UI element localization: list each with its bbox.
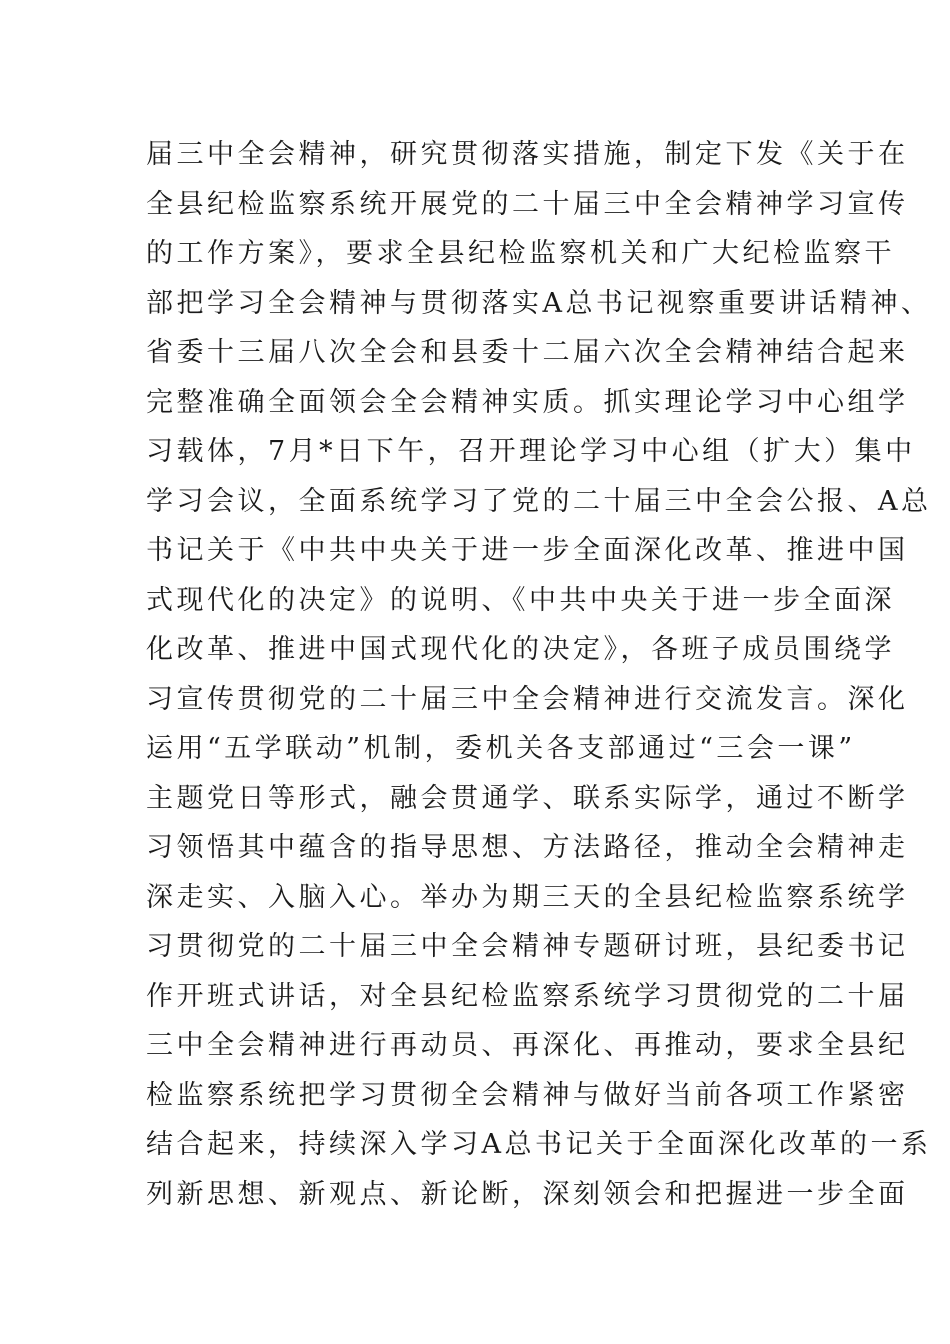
text-line-2: 全县纪检监察系统开展党的二十届三中全会精神学习宣传 xyxy=(146,188,909,220)
body-text xyxy=(146,130,932,1219)
text-line-17: 习贯彻党的二十届三中全会精神专题研讨班，县纪委书记 xyxy=(146,931,909,962)
text-line-5: 省委十三届八次全会和县委十二届六次全会精神结合起来 xyxy=(146,337,909,368)
text-line-12: 习宣传贯彻党的二十届三中全会精神进行交流发言。深化 xyxy=(146,683,909,715)
text-line-10: 式现代化的决定》的说明、《中共中央关于进一步全面深 xyxy=(146,584,895,616)
text-line-14: 主题党日等形式，融会贯通学、联系实际学，通过不断学 xyxy=(146,782,909,814)
text-line-15: 习领悟其中蕴含的指导思想、方法路径，推动全会精神走 xyxy=(146,832,909,863)
text-line-19: 三中全会精神进行再动员、再深化、再推动，要求全县纪 xyxy=(146,1030,909,1061)
text-line-18: 作开班式讲话，对全县纪检监察系统学习贯彻党的二十届 xyxy=(146,980,909,1012)
text-line-8: 学习会议，全面系统学习了党的二十届三中全会公报、A总 xyxy=(146,485,932,517)
text-line-16: 深走实、入脑入心。举办为期三天的全县纪检监察系统学 xyxy=(146,881,909,913)
text-line-4: 部把学习全会精神与贯彻落实A总书记视察重要讲话精神、 xyxy=(146,287,932,319)
text-line-11: 化改革、推进中国式现代化的决定》，各班子成员围绕学 xyxy=(146,634,895,665)
text-line-1: 届三中全会精神，研究贯彻落实措施，制定下发《关于在 xyxy=(146,139,909,170)
text-line-7: 习载体，7月*日下午，召开理论学习中心组（扩大）集中 xyxy=(146,436,916,467)
text-line-21: 结合起来，持续深入学习A总书记关于全面深化改革的一系 xyxy=(146,1129,932,1160)
text-line-9: 书记关于《中共中央关于进一步全面深化改革、推进中国 xyxy=(146,535,909,566)
text-line-6: 完整准确全面领会全会精神实质。抓实理论学习中心组学 xyxy=(146,386,909,418)
text-line-13: 运用“五学联动”机制，委机关各支部通过“三会一课” xyxy=(146,733,856,764)
text-line-20: 检监察系统把学习贯彻全会精神与做好当前各项工作紧密 xyxy=(146,1079,909,1111)
text-line-3: 的工作方案》，要求全县纪检监察机关和广大纪检监察干 xyxy=(146,238,895,269)
text-line-22: 列新思想、新观点、新论断，深刻领会和把握进一步全面 xyxy=(146,1178,909,1210)
